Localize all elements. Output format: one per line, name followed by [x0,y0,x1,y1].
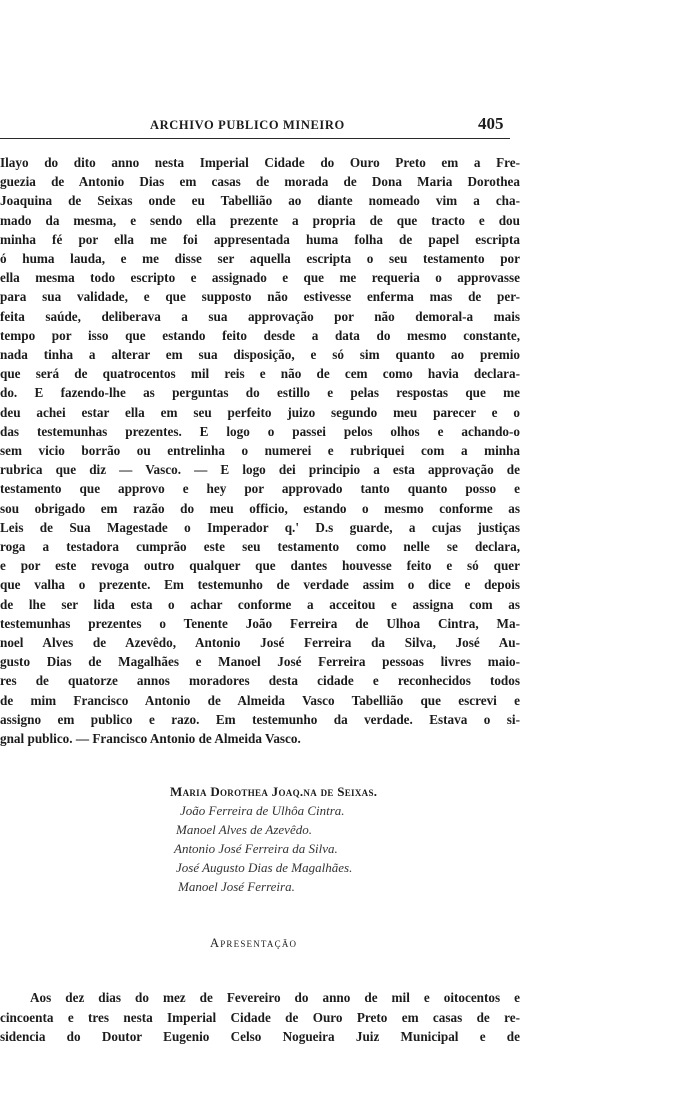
text-line: roga a testadora cumprão este seu testamento como nelle se declara, [0,539,520,555]
closing-paragraph [0,988,520,1047]
signature-witness: João Ferreira de Ulhôa Cintra. [180,803,345,818]
text-line: mado da mesma, e sendo ella prezente a propria de que tracto e dou [0,212,520,228]
text-line: que será de quatrocentos mil reis e não de cem como havia declara- [0,366,520,382]
text-line: Joaquina de Seixas onde eu Tabellião ao diante nomeado vim a cha- [0,193,520,209]
text-line: das testemunhas prezentes. E logo o passei pelos olhos e achando-o [0,423,520,439]
text-line: sidencia do Doutor Eugenio Celso Nogueira Juiz Municipal e de [0,1029,520,1044]
text-line: e por este revoga outro qualquer que dantes houvesse feito e só quer [0,558,520,574]
text-line: sou obrigado em razão do meu officio, estando o mesmo conforme as [0,500,520,516]
text-line: feita saúde, deliberava a sua approvação por não demoral-a mais [0,308,520,324]
text-line: de mim Francisco Antonio de Almeida Vasco Tabellião que escrevi e [0,692,520,708]
signature-block [170,782,470,896]
text-line: noel Alves de Azevêdo, Antonio José Ferreira da Silva, José Au- [0,635,520,651]
signature-witness: Antonio José Ferreira da Silva. [174,841,338,856]
section-heading: Apresentação [210,936,298,950]
text-line: nada tinha a alterar em sua disposição, e só sim quanto ao premio [0,347,520,363]
text-line: gusto Dias de Magalhães e Manoel José Ferreira pessoas livres maio- [0,654,520,670]
text-line: Aos dez dias do mez de Fevereiro do anno de mil e oitocentos e [30,990,520,1005]
text-line: tempo por isso que estando feito desde a data do mesmo constante, [0,327,520,343]
text-line: Ilayo do dito anno nesta Imperial Cidade do Ouro Preto em a Fre- [0,155,520,170]
text-line: testemunhas prezentes o Tenente João Ferreira de Ulhoa Cintra, Ma- [0,615,520,631]
body-paragraph [0,153,520,748]
running-title: ARCHIVO PUBLICO MINEIRO [150,118,345,132]
signature-witness: Manoel José Ferreira. [178,879,295,894]
text-line: sem vicio borrão ou entrelinha o numerei e rubriquei com a minha [0,443,520,459]
text-line: rubrica que diz — Vasco. — E logo dei principio a esta approvação de [0,462,520,478]
text-line: deu achei estar ella em seu perfeito juizo segundo meu parecer e o [0,404,520,420]
text-line: para sua validade, e que supposto não estivesse enferma mas de per- [0,289,520,305]
text-line: ó huma lauda, e me disse ser aquella escripta o seu testamento por [0,251,520,267]
text-line: cincoenta e tres nesta Imperial Cidade de Ouro Preto em casas de re- [0,1009,520,1025]
text-line: do. E fazendo-lhe as perguntas do estillo e pelas respostas que me [0,385,520,401]
page-number: 405 [478,114,504,133]
text-line: minha fé por ella me foi appresentada huma folha de papel escripta [0,231,520,247]
text-line: res de quatorze annos moradores desta cidade e reconhecidos todos [0,673,520,689]
text-line: de lhe ser lida esta o achar conforme a acceitou e assigna com as [0,596,520,612]
signature-testator: Maria Dorothea Joaq.na de Seixas. [170,784,378,799]
running-header [0,114,520,136]
text-line: que valha o prezente. Em testemunho de verdade assim o dice e depois [0,577,520,593]
signature-witness: Manoel Alves de Azevêdo. [176,822,312,837]
text-line: assigno em publico e razo. Em testemunho da verdade. Estava o si- [0,711,520,727]
text-line: gnal publico. — Francisco Antonio de Almeida Vasco. [0,731,301,747]
header-rule [0,138,510,139]
text-line: Leis de Sua Magestade o Imperador q.' D.s guarde, a cujas justiças [0,519,520,535]
text-line: ella mesma todo escripto e assignado e que me requeria o approvasse [0,270,520,286]
text-line: guezia de Antonio Dias em casas de morada de Dona Maria Dorothea [0,174,520,190]
text-line: testamento que approvo e hey por approvado tanto quanto posso e [0,481,520,497]
signature-witness: José Augusto Dias de Magalhães. [176,860,353,875]
